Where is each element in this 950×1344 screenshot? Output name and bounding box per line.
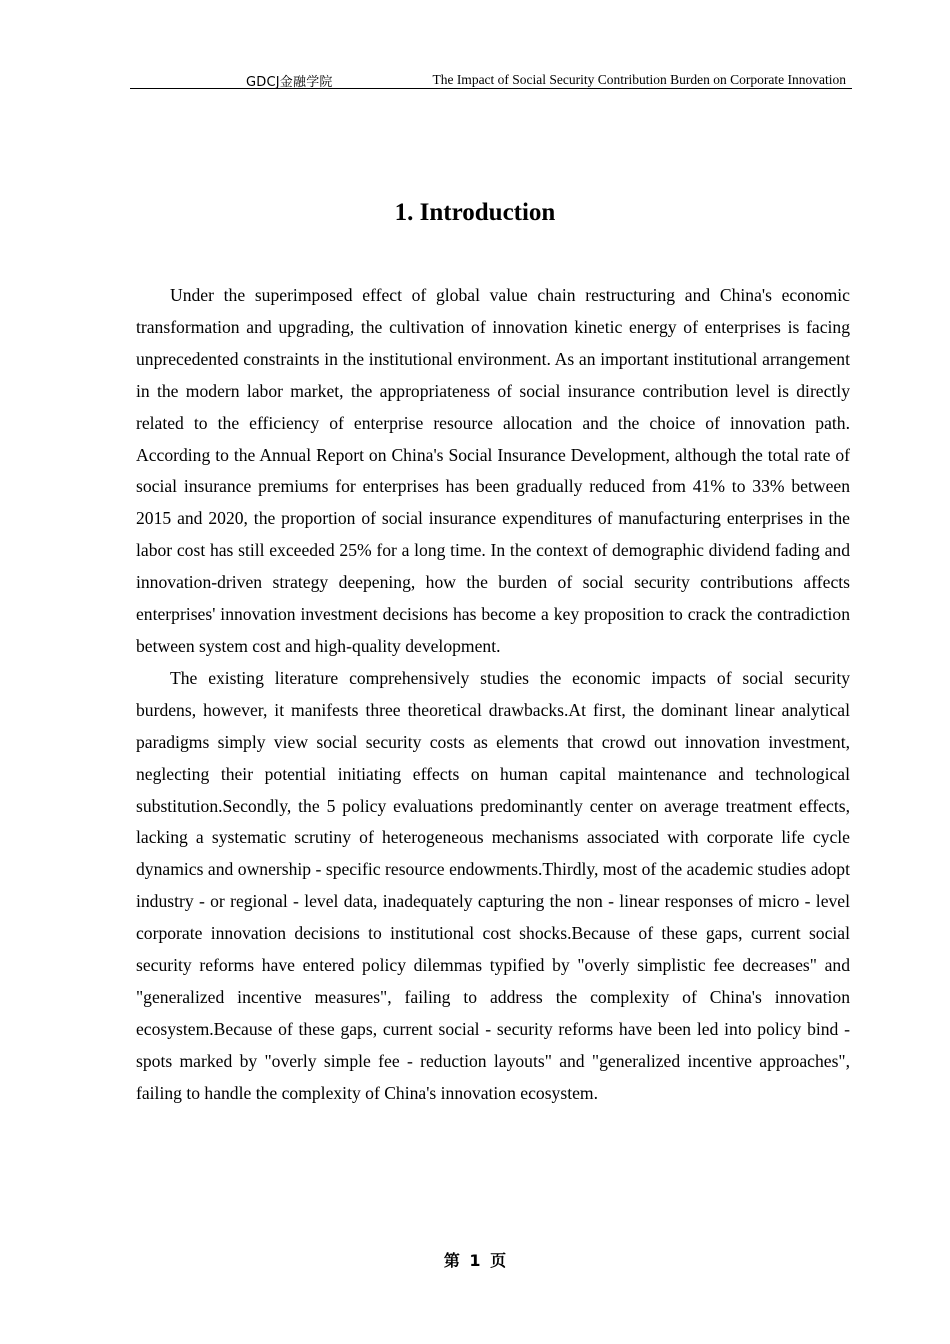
- section-body: [136, 280, 850, 1110]
- body-paragraph-2: The existing literature comprehensively studies the economic impacts of social security burdens, however, it manifests three theoretical drawbacks.At first, the dominant linear analytical paradigms simply view social security costs as elements that crowd out innovation investment, neglecting their potential initiating effects on human capital maintenance and technological substitution.Secondly, the 5 policy evaluations predominantly center on average treatment effects, lacking a systematic scrutiny of heterogeneous mechanisms associated with corporate life cycle dynamics and ownership - specific resource endowments.Thirdly, most of the academic studies adopt industry - or regional - level data, inadequately capturing the non - linear responses of micro - level corporate innovation decisions to institutional cost shocks.Because of these gaps, current social security reforms have entered policy dilemmas typified by "overly simplistic fee decreases" and "generalized incentive measures", failing to address the complexity of China's innovation ecosystem.Because of these gaps, current social - security reforms have been led into policy bind - spots marked by "overly simple fee - reduction layouts" and "generalized incentive approaches", failing to handle the complexity of China's innovation ecosystem.: [136, 667, 850, 1103]
- page-header: [130, 70, 852, 89]
- page-number: 第 1 页: [443, 1251, 507, 1270]
- header-running-title: The Impact of Social Security Contribution Burden on Corporate Innovation: [432, 72, 846, 87]
- body-paragraph-1: Under the superimposed effect of global value chain restructuring and China's economic transformation and upgrading, the cultivation of innovation kinetic energy of enterprises is facing unprecedented constraints in the institutional environment. As an important institutional arrangement in the modern labor market, the appropriateness of social insurance contribution level is directly related to the efficiency of enterprise resource allocation and the choice of innovation path. According to the Annual Report on China's Social Insurance Development, although the total rate of social insurance premiums for enterprises has been gradually reduced from 41% to 33% between 2015 and 2020, the proportion of social insurance expenditures of manufacturing enterprises in the labor cost has still exceeded 25% for a long time. In the context of demographic dividend fading and innovation-driven strategy deepening, how the burden of social security contributions affects enterprises' innovation investment decisions has become a key proposition to crack the contradiction between system cost and high-quality development.: [136, 285, 850, 656]
- header-institution: GDCJ金融学院: [246, 75, 333, 90]
- section-title: 1. Introduction: [394, 199, 556, 226]
